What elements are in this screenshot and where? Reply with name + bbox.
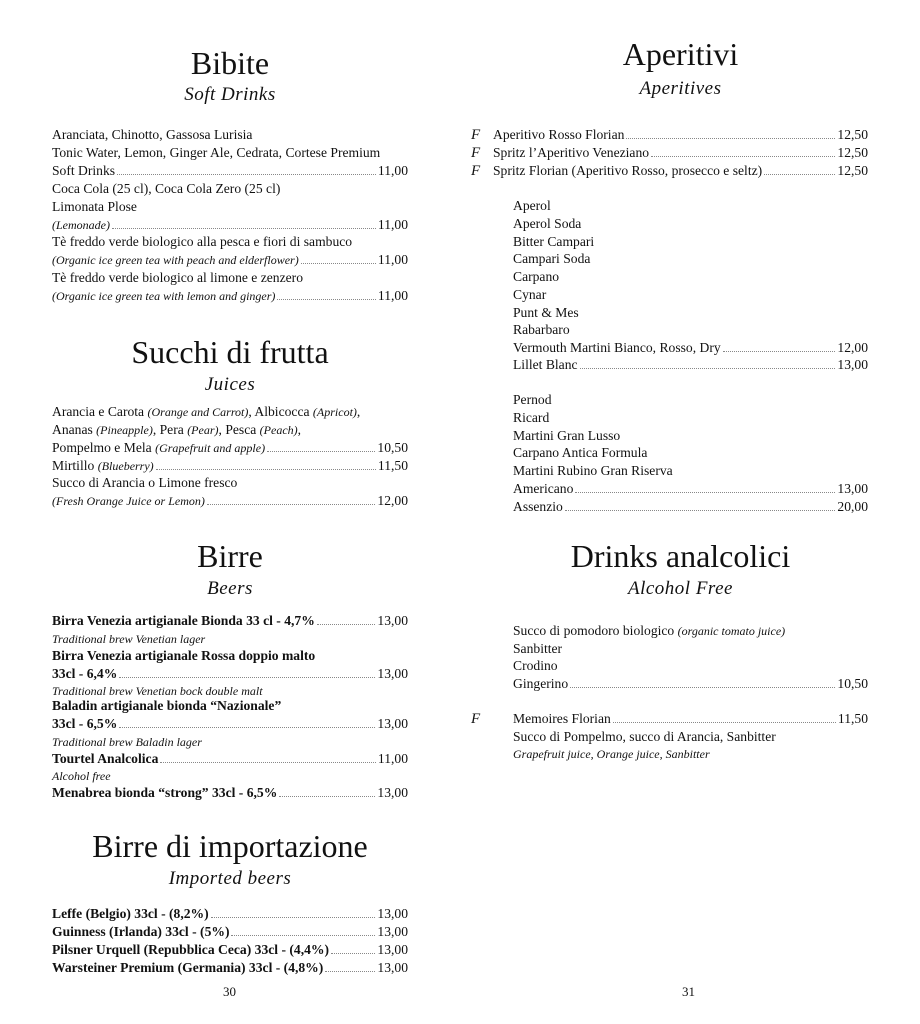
- menu-line: Baladin artigianale bionda “Nazionale”: [52, 698, 282, 713]
- dot-leader: [207, 504, 376, 505]
- section-title-import: Birre di importazione: [92, 828, 368, 864]
- menu-item: [471, 162, 868, 180]
- item-price: 13,00: [377, 716, 408, 731]
- item-translation: (Blueberry): [97, 459, 154, 473]
- page-number-left: 30: [223, 984, 236, 999]
- section-title-analcolici: Drinks analcolici: [570, 538, 791, 574]
- list-item: Aperol: [513, 198, 551, 213]
- item-price: 12,50: [837, 145, 868, 160]
- item-label: (Lemonade): [52, 218, 110, 232]
- menu-item: [52, 612, 408, 630]
- item-price: 12,50: [837, 163, 868, 178]
- item-price: 13,00: [377, 924, 408, 939]
- list-item: Martini Gran Lusso: [513, 428, 621, 443]
- dot-leader: [279, 796, 375, 797]
- dot-leader: [301, 263, 376, 264]
- item-label: Gingerino: [513, 676, 569, 691]
- item-price: 10,50: [377, 440, 408, 455]
- menu-line: Succo di Arancia o Limone fresco: [52, 475, 238, 490]
- dot-leader: [156, 469, 376, 470]
- list-item: Aperol Soda: [513, 216, 582, 231]
- item-label: Assenzio: [513, 499, 563, 514]
- item-label: (Fresh Orange Juice or Lemon): [52, 494, 205, 508]
- item-label: Spritz l’Aperitivo Veneziano: [493, 145, 650, 160]
- item-label: Tourtel Analcolica: [52, 751, 159, 766]
- dot-leader: [331, 953, 375, 954]
- dot-leader: [231, 935, 375, 936]
- item-price: 13,00: [377, 906, 408, 921]
- item-label: Aperitivo Rosso Florian: [493, 127, 625, 142]
- dot-leader: [160, 762, 376, 763]
- list-item: Sanbitter: [513, 641, 563, 656]
- menu-item: [52, 905, 408, 923]
- item-text: ,: [297, 422, 302, 437]
- menu-item: [52, 959, 408, 977]
- dot-leader: [575, 492, 835, 493]
- item-label: Birra Venezia artigianale Bionda 33 cl - 4,7%: [52, 613, 315, 628]
- item-price: 13,00: [377, 942, 408, 957]
- item-label: Pompelmo e Mela: [52, 440, 156, 455]
- dot-leader: [565, 510, 836, 511]
- menu-line: [513, 622, 868, 640]
- florian-mark-icon: F: [471, 145, 481, 161]
- item-price: 11,50: [377, 458, 408, 473]
- menu-line: Succo di Pompelmo, succo di Arancia, Sanbitter: [513, 729, 776, 744]
- menu-item: [52, 923, 408, 941]
- item-price: 13,00: [837, 357, 868, 372]
- item-label: 33cl - 6,4%: [52, 666, 118, 681]
- dot-leader: [570, 687, 835, 688]
- menu-line: Coca Cola (25 cl), Coca Cola Zero (25 cl): [52, 181, 281, 196]
- list-item: Pernod: [513, 392, 552, 407]
- section-title-succhi: Succhi di frutta: [131, 334, 329, 370]
- item-translation: (Grapefruit and apple): [155, 441, 266, 455]
- item-price: 10,50: [837, 676, 868, 691]
- list-item: Carpano: [513, 269, 560, 284]
- item-price: 11,50: [837, 711, 868, 726]
- menu-line: Birra Venezia artigianale Rossa doppio malto: [52, 648, 316, 663]
- item-price: 13,00: [837, 481, 868, 496]
- section-subtitle-bibite: Soft Drinks: [184, 84, 276, 105]
- item-price: 12,00: [377, 493, 408, 508]
- item-label: Lillet Blanc: [513, 357, 578, 372]
- item-translation: (organic tomato juice): [677, 624, 786, 638]
- item-description: Traditional brew Venetian lager: [52, 632, 206, 646]
- menu-item: [471, 126, 868, 144]
- item-text: Arancia e Carota: [52, 404, 148, 419]
- section-subtitle-succhi: Juices: [204, 374, 256, 395]
- menu-item: [52, 750, 408, 768]
- menu-item: [52, 287, 408, 305]
- menu-item: [52, 439, 408, 457]
- menu-item: [52, 216, 408, 234]
- list-item: Carpano Antica Formula: [513, 445, 648, 460]
- dot-leader: [277, 299, 376, 300]
- florian-mark-icon: F: [471, 163, 481, 179]
- list-item: Ricard: [513, 410, 550, 425]
- item-text: ,: [356, 404, 361, 419]
- list-item: Rabarbaro: [513, 322, 570, 337]
- item-label: Memoires Florian: [513, 711, 611, 726]
- item-price: 11,00: [377, 252, 408, 267]
- dot-leader: [117, 174, 376, 175]
- list-item: Cynar: [513, 287, 547, 302]
- item-label: Mirtillo: [52, 458, 98, 473]
- dot-leader: [651, 156, 835, 157]
- dot-leader: [119, 677, 375, 678]
- item-description: Traditional brew Baladin lager: [52, 735, 202, 749]
- dot-leader: [325, 971, 375, 972]
- item-label: (Organic ice green tea with lemon and ginger): [52, 289, 276, 303]
- dot-leader: [626, 138, 835, 139]
- dot-leader: [613, 722, 836, 723]
- section-subtitle-aperitivi: Aperitives: [639, 78, 722, 99]
- item-translation: (Orange and Carrot): [147, 405, 249, 419]
- menu-item: [513, 498, 868, 516]
- dot-leader: [723, 351, 836, 352]
- item-description: Traditional brew Venetian bock double malt: [52, 684, 263, 698]
- item-price: 13,00: [377, 960, 408, 975]
- menu-item: [471, 144, 868, 162]
- menu-item: [52, 251, 408, 269]
- item-label: Vermouth Martini Bianco, Rosso, Dry: [513, 340, 721, 355]
- list-item: Campari Soda: [513, 251, 591, 266]
- item-price: 11,00: [377, 288, 408, 303]
- menu-line: Tonic Water, Lemon, Ginger Ale, Cedrata, Cortese Premium: [52, 145, 381, 160]
- dot-leader: [211, 917, 376, 918]
- item-label: Succo di pomodoro biologico: [513, 623, 678, 638]
- menu-line: Aranciata, Chinotto, Gassosa Lurisia: [52, 127, 253, 142]
- item-price: 13,00: [377, 666, 408, 681]
- item-label: 33cl - 6,5%: [52, 716, 118, 731]
- item-text: , Pesca: [218, 422, 260, 437]
- item-label: Americano: [513, 481, 574, 496]
- dot-leader: [580, 368, 836, 369]
- menu-item: [52, 492, 408, 510]
- dot-leader: [317, 624, 376, 625]
- menu-item: [52, 715, 408, 733]
- item-label: Soft Drinks: [52, 163, 116, 178]
- item-text: , Pera: [152, 422, 188, 437]
- section-title-aperitivi: Aperitivi: [622, 36, 739, 72]
- dot-leader: [112, 228, 376, 229]
- menu-line: [52, 403, 408, 421]
- menu-item: [52, 941, 408, 959]
- section-subtitle-analcolici: Alcohol Free: [627, 578, 733, 599]
- menu-item: [513, 480, 868, 498]
- dot-leader: [267, 451, 375, 452]
- item-description: Grapefruit juice, Orange juice, Sanbitter: [513, 747, 710, 761]
- item-label: Leffe (Belgio) 33cl - (8,2%): [52, 906, 209, 921]
- item-price: 11,00: [377, 163, 408, 178]
- menu-item: [513, 675, 868, 693]
- item-price: 11,00: [377, 751, 408, 766]
- section-title-birre: Birre: [197, 538, 263, 574]
- item-price: 13,00: [377, 613, 408, 628]
- item-label: Pilsner Urquell (Repubblica Ceca) 33cl - (4,4%): [52, 942, 330, 957]
- item-description: Alcohol free: [52, 769, 111, 783]
- section-title-bibite: Bibite: [190, 45, 270, 81]
- menu-line: Tè freddo verde biologico al limone e zenzero: [52, 270, 303, 285]
- dot-leader: [764, 174, 835, 175]
- list-item: Crodino: [513, 658, 558, 673]
- menu-item: [513, 339, 868, 357]
- menu-item: [52, 162, 408, 180]
- list-item: Martini Rubino Gran Riserva: [513, 463, 673, 478]
- item-translation: (Pineapple): [96, 423, 153, 437]
- item-price: 20,00: [837, 499, 868, 514]
- dot-leader: [119, 727, 375, 728]
- item-price: 13,00: [377, 785, 408, 800]
- item-label: Warsteiner Premium (Germania) 33cl - (4,8%): [52, 960, 324, 975]
- item-text: Ananas: [52, 422, 97, 437]
- item-label: Spritz Florian (Aperitivo Rosso, prosecco e seltz): [493, 163, 763, 178]
- menu-line: [52, 421, 408, 439]
- section-subtitle-birre: Beers: [207, 578, 253, 599]
- item-translation: (Apricot): [312, 405, 357, 419]
- item-label: (Organic ice green tea with peach and elderflower): [52, 253, 299, 267]
- item-translation: (Pear): [187, 423, 219, 437]
- item-label: Guinness (Irlanda) 33cl - (5%): [52, 924, 230, 939]
- menu-item: [52, 784, 408, 802]
- item-label: Menabrea bionda “strong” 33cl - 6,5%: [52, 785, 278, 800]
- item-translation: (Peach): [259, 423, 298, 437]
- menu-line: Limonata Plose: [52, 199, 137, 214]
- list-item: Bitter Campari: [513, 234, 595, 249]
- item-text: , Albicocca: [248, 404, 313, 419]
- florian-mark-icon: F: [471, 711, 481, 727]
- page-number-right: 31: [682, 984, 695, 999]
- menu-item: [52, 457, 408, 475]
- menu-item: [52, 665, 408, 683]
- list-item: Punt & Mes: [513, 305, 579, 320]
- menu-item: [513, 356, 868, 374]
- menu-line: Tè freddo verde biologico alla pesca e fiori di sambuco: [52, 234, 353, 249]
- item-price: 12,50: [837, 127, 868, 142]
- item-price: 12,00: [837, 340, 868, 355]
- florian-mark-icon: F: [471, 127, 481, 143]
- section-subtitle-import: Imported beers: [168, 868, 292, 889]
- item-price: 11,00: [377, 217, 408, 232]
- menu-item: [471, 710, 868, 728]
